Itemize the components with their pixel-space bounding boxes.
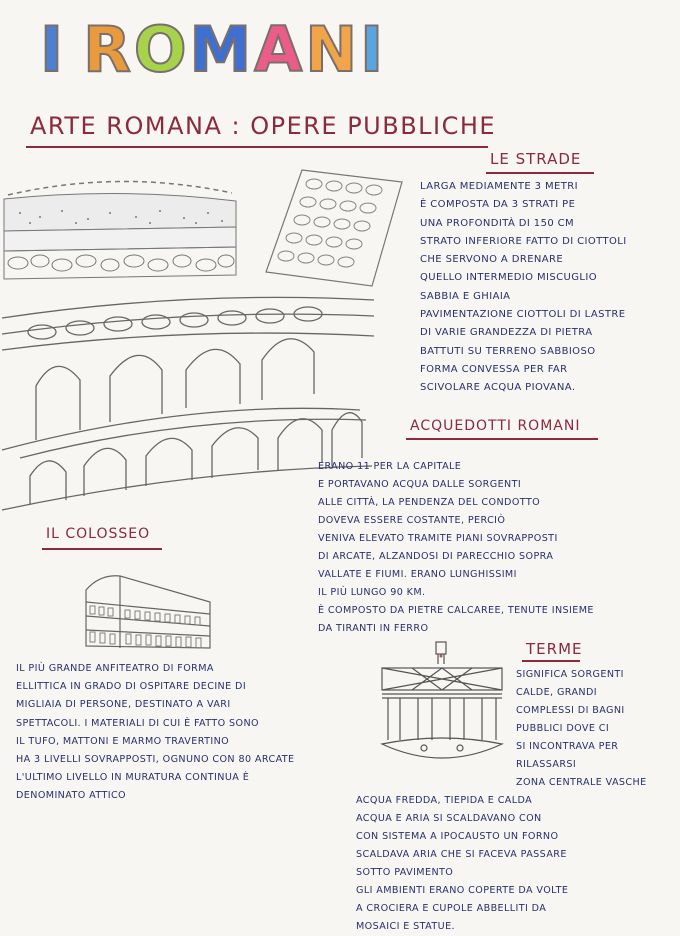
terme-text [356,792,568,936]
terme-line: CON SISTEMA A IPOCAUSTO UN FORNO [356,831,559,842]
acquedotti-heading-underline [406,438,598,440]
acquedotti-heading: ACQUEDOTTI ROMANI [410,418,581,434]
acquedotti-line: E PORTAVANO ACQUA DALLE SORGENTI [318,479,522,490]
strade-line: SABBIA E GHIAIA [420,290,511,302]
strade-heading: LE STRADE [490,150,582,168]
colosseo-line: IL PIÙ GRANDE ANFITEATRO DI FORMA [16,663,214,674]
acquedotti-line: DOVEVA ESSERE COSTANTE, PERCIÒ [318,515,506,526]
terme-side-line: COMPLESSI DI BAGNI [516,705,625,716]
terme-side-line: SI INCONTRAVA PER [516,741,619,752]
acquedotti-line: È COMPOSTO DA PIETRE CALCAREE, TENUTE INSIEME [318,605,594,616]
strade-line: SCIVOLARE ACQUA PIOVANA. [420,382,576,394]
strade-line: PAVIMENTAZIONE CIOTTOLI DI LASTRE [420,309,626,321]
strade-heading-underline [486,172,594,174]
terme-side-line: RILASSARSI [516,759,577,770]
title-letter: N [305,13,358,86]
strade-line: DI VARIE GRANDEZZA DI PIETRA [420,327,593,339]
terme-line: SOTTO PAVIMENTO [356,867,454,878]
colosseo-line: SPETTACOLI. I MATERIALI DI CUI È FATTO SONO [16,717,259,729]
title-letter: I [40,13,64,86]
acquedotti-line: VALLATE E FIUMI. ERANO LUNGHISSIMI [318,569,517,580]
title-letter: A [254,13,303,86]
colosseo-heading: IL COLOSSEO [46,526,151,542]
terme-line: MOSAICI E STATUE. [356,921,455,932]
acquedotti-text [318,458,594,638]
acquedotti-line: ALLE CITTÀ, LA PENDENZA DEL CONDOTTO [318,497,541,508]
terme-line: ACQUA E ARIA SI SCALDAVANO CON [356,813,542,824]
terme-line: ACQUA FREDDA, TIEPIDA E CALDA [356,795,533,806]
strade-line: BATTUTI SU TERRENO SABBIOSO [420,345,596,357]
colosseo-line: MIGLIAIA DI PERSONE, DESTINATO A VARI [16,699,231,711]
strade-line: STRATO INFERIORE FATTO DI CIOTTOLI [420,235,627,247]
colosseo-line: DENOMINATO ATTICO [16,790,126,802]
colosseo-line: L'ULTIMO LIVELLO IN MURATURA CONTINUA È [16,772,250,784]
colosseo-heading-underline [42,548,162,550]
road-cross-section-drawing [0,175,240,285]
title-letter [66,14,80,86]
strade-line: È COMPOSTA DA 3 STRATI PE [420,199,576,211]
terme-line: SCALDAVA ARIA CHE SI FACEVA PASSARE [356,849,567,860]
acquedotti-line: VENIVA ELEVATO TRAMITE PIANI SOVRAPPOSTI [318,533,558,544]
terme-side-line: SIGNIFICA SORGENTI [516,669,624,680]
poster-title [40,6,386,86]
colosseo-line: IL TUFO, MATTONI E MARMO TRAVERTINO [16,735,230,747]
colosseo-text [16,660,295,806]
section-heading-underline [26,146,488,148]
terme-side-line: ZONA CENTRALE VASCHE [516,777,647,788]
acquedotti-line: IL PIÙ LUNGO 90 KM. [318,587,426,598]
terme-line: GLI AMBIENTI ERANO COPERTE DA VOLTE [356,885,569,896]
strade-line: UNA PROFONDITÀ DI 150 CM [420,217,575,229]
section-heading: ARTE ROMANA : OPERE PUBBLICHE [30,112,497,140]
colosseo-line: HA 3 LIVELLI SOVRAPPOSTI, OGNUNO CON 80 ARCATE [16,754,295,766]
strade-line: QUELLO INTERMEDIO MISCUGLIO [420,272,597,284]
terme-side-line: PUBBLICI DOVE CI [516,723,610,734]
strade-text [420,178,627,398]
acquedotti-line: ERANO 11 PER LA CAPITALE [318,461,462,472]
terme-side-line: CALDE, GRANDI [516,687,598,698]
terme-side-text [516,666,647,792]
title-letter: O [133,13,187,86]
terme-heading: TERME [526,640,583,658]
acquedotti-line: DI ARCATE, ALZANDOSI DI PARECCHIO SOPRA [318,551,554,562]
strade-line: FORMA CONVESSA PER FAR [420,363,568,375]
colosseum-drawing [80,572,230,652]
terme-heading-underline [522,660,580,662]
title-letter: R [83,13,131,86]
strade-line: CHE SERVONO A DRENARE [420,254,564,266]
strade-line: LARGA MEDIAMENTE 3 METRI [420,181,578,192]
terme-line: A CROCIERA E CUPOLE ABBELLITI DA [356,903,547,914]
road-paving-drawing [262,162,412,292]
title-letter: I [360,13,384,86]
acquedotti-line: DA TIRANTI IN FERRO [318,623,429,634]
terme-drawing [378,640,508,770]
colosseo-line: ELLITTICA IN GRADO DI OSPITARE DECINE DI [16,681,247,693]
title-letter: M [189,13,252,86]
